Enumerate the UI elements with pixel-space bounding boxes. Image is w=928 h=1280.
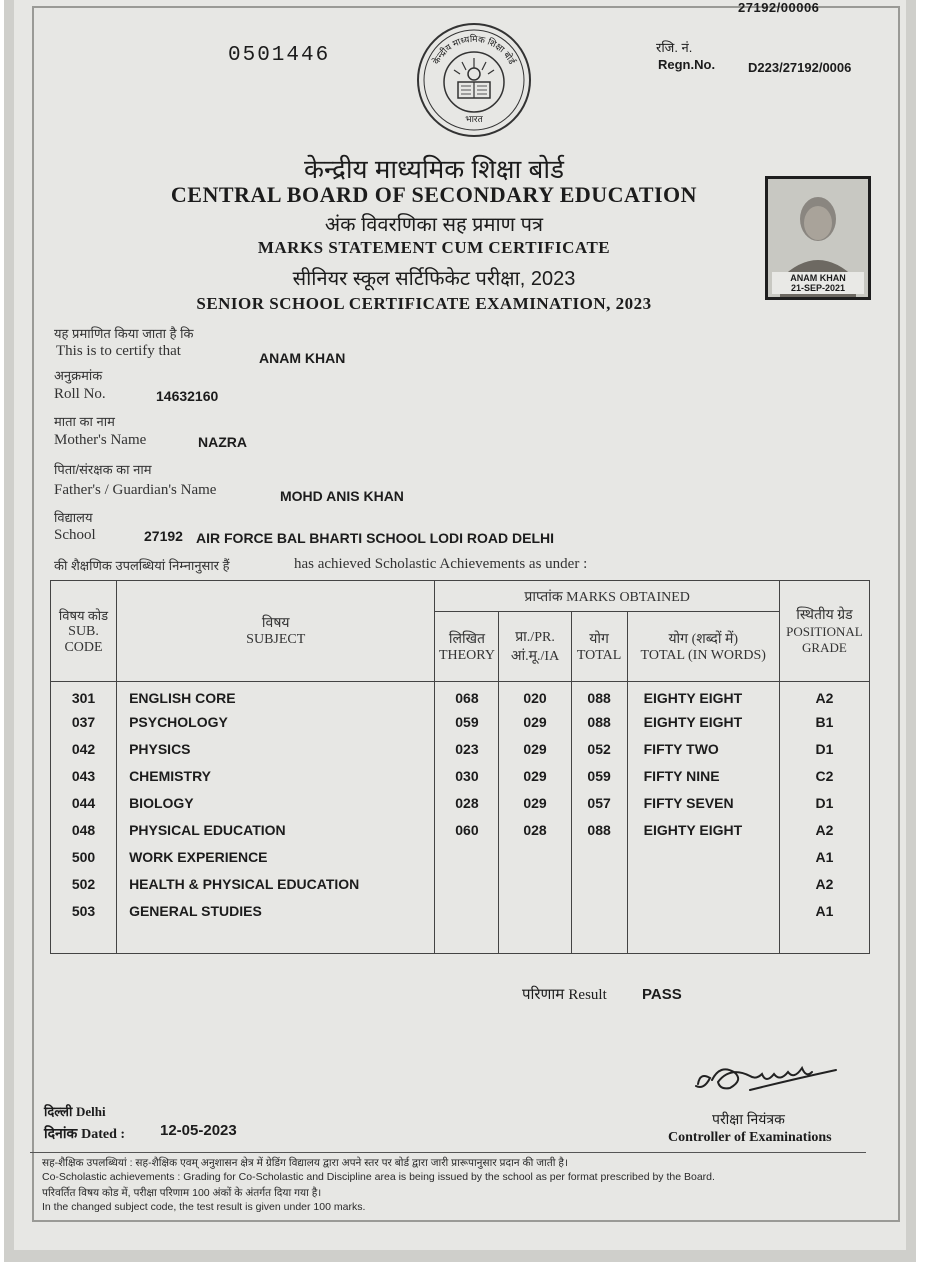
father-name: MOHD ANIS KHAN bbox=[280, 488, 404, 504]
cell-grade: A2 bbox=[779, 681, 869, 708]
table-row bbox=[51, 681, 870, 708]
top-reference-number: 27192/00006 bbox=[738, 0, 820, 15]
school-label: School bbox=[54, 527, 96, 543]
cell-grade: A2 bbox=[779, 870, 869, 897]
cell-words: EIGHTY EIGHT bbox=[627, 816, 779, 843]
cell-words: EIGHTY EIGHT bbox=[627, 681, 779, 708]
cell-words: FIFTY NINE bbox=[627, 762, 779, 789]
serial-number: 0501446 bbox=[228, 44, 331, 67]
table-row bbox=[51, 843, 870, 870]
cell-theory bbox=[435, 870, 499, 897]
cell-subject: PHYSICS bbox=[117, 735, 435, 762]
cell-subject: PSYCHOLOGY bbox=[117, 708, 435, 735]
cell-subject: HEALTH & PHYSICAL EDUCATION bbox=[117, 870, 435, 897]
school-label-hindi: विद्यालय bbox=[54, 510, 93, 525]
cell-total: 059 bbox=[571, 762, 627, 789]
cell-practical: 029 bbox=[499, 789, 571, 816]
mother-name: NAZRA bbox=[198, 434, 247, 450]
cell-code: 502 bbox=[51, 870, 117, 897]
school-name: AIR FORCE BAL BHARTI SCHOOL LODI ROAD DELHI bbox=[196, 530, 555, 546]
cell-words: EIGHTY EIGHT bbox=[627, 708, 779, 735]
board-name-hindi: केन्द्रीय माध्यमिक शिक्षा बोर्ड bbox=[304, 154, 564, 184]
cell-empty bbox=[51, 924, 117, 953]
table-row bbox=[51, 735, 870, 762]
cell-grade: D1 bbox=[779, 789, 869, 816]
header-theory: लिखित THEORY bbox=[435, 612, 499, 681]
note-co-scholastic: Co-Scholastic achievements : Grading for Co-Scholastic and Discipline area is being issued by the school as per format prescribed by the Board. bbox=[42, 1171, 715, 1183]
mother-label-hindi: माता का नाम bbox=[54, 414, 115, 429]
cell-theory: 030 bbox=[435, 762, 499, 789]
father-label: Father's / Guardian's Name bbox=[54, 482, 217, 498]
roll-label: Roll No. bbox=[54, 386, 106, 402]
cell-total bbox=[571, 870, 627, 897]
cell-code: 503 bbox=[51, 897, 117, 924]
cell-total: 052 bbox=[571, 735, 627, 762]
table-row bbox=[51, 708, 870, 735]
header-subject: विषय SUBJECT bbox=[117, 581, 435, 682]
controller-title: Controller of Examinations bbox=[668, 1130, 832, 1145]
emblem-top-text: केन्द्रीय माध्यमिक शिक्षा बोर्ड bbox=[430, 33, 518, 66]
cell-subject: CHEMISTRY bbox=[117, 762, 435, 789]
cell-empty bbox=[779, 924, 869, 953]
photo-caption-date: 21-SEP-2021 bbox=[790, 283, 846, 293]
cell-total: 088 bbox=[571, 681, 627, 708]
cell-code: 301 bbox=[51, 681, 117, 708]
cell-subject: WORK EXPERIENCE bbox=[117, 843, 435, 870]
mother-label: Mother's Name bbox=[54, 432, 147, 448]
cell-total: 088 bbox=[571, 816, 627, 843]
cell-total bbox=[571, 843, 627, 870]
cell-grade: A2 bbox=[779, 816, 869, 843]
header-practical: प्रा./PR. आं.मू./IA bbox=[499, 612, 571, 681]
cell-theory: 059 bbox=[435, 708, 499, 735]
roll-number: 14632160 bbox=[156, 388, 219, 404]
emblem-bottom-text: भारत bbox=[465, 114, 483, 124]
cell-theory bbox=[435, 897, 499, 924]
cell-empty bbox=[117, 924, 435, 953]
cell-grade: A1 bbox=[779, 897, 869, 924]
cell-words bbox=[627, 897, 779, 924]
dated-label: दिनांक Dated : bbox=[44, 1125, 126, 1142]
cell-empty bbox=[435, 924, 499, 953]
table-row bbox=[51, 789, 870, 816]
cell-theory: 028 bbox=[435, 789, 499, 816]
cell-grade: A1 bbox=[779, 843, 869, 870]
table-row bbox=[51, 897, 870, 924]
result-value: PASS bbox=[642, 986, 682, 1003]
controller-signature-icon bbox=[690, 1050, 840, 1100]
cell-practical: 029 bbox=[499, 735, 571, 762]
cell-words bbox=[627, 843, 779, 870]
cell-empty bbox=[571, 924, 627, 953]
table-filler-row bbox=[51, 924, 870, 953]
student-name: ANAM KHAN bbox=[259, 350, 346, 366]
note-changed-code-hindi: परिवर्तित विषय कोड में, परीक्षा परिणाम 100 अंकों के अंतर्गत दिया गया है। bbox=[42, 1187, 322, 1199]
cbse-emblem-icon bbox=[414, 20, 534, 140]
regn-label-hindi: रजि. नं. bbox=[656, 40, 693, 55]
cell-practical bbox=[499, 897, 571, 924]
cell-theory: 068 bbox=[435, 681, 499, 708]
photo-caption-name: ANAM KHAN bbox=[790, 273, 846, 283]
result-label: परिणाम Result bbox=[522, 986, 607, 1003]
cell-grade: D1 bbox=[779, 735, 869, 762]
roll-label-hindi: अनुक्रमांक bbox=[54, 368, 103, 383]
note-changed-code: In the changed subject code, the test result is given under 100 marks. bbox=[42, 1201, 366, 1213]
cell-subject: GENERAL STUDIES bbox=[117, 897, 435, 924]
photo-caption bbox=[772, 272, 864, 294]
cell-theory: 023 bbox=[435, 735, 499, 762]
certify-label-hindi: यह प्रमाणित किया जाता है कि bbox=[54, 326, 194, 341]
table-row bbox=[51, 762, 870, 789]
cell-code: 043 bbox=[51, 762, 117, 789]
cell-total: 088 bbox=[571, 708, 627, 735]
header-marks-obtained: प्राप्तांक MARKS OBTAINED bbox=[435, 581, 779, 612]
cell-grade: C2 bbox=[779, 762, 869, 789]
achievement-label-hindi: की शैक्षणिक उपलब्धियां निम्नानुसार हैं bbox=[54, 558, 230, 573]
regn-number: D223/27192/0006 bbox=[748, 60, 852, 75]
cell-code: 042 bbox=[51, 735, 117, 762]
cell-practical bbox=[499, 870, 571, 897]
note-co-scholastic-hindi: सह-शैक्षिक उपलब्धियां : सह-शैक्षिक एवम् अनुशासन क्षेत्र में ग्रेडिंग विद्यालय द्वारा अपने स्तर पर बोर्ड द्वारा जारी प्रारूपानुसार प्रदान की जाती है। bbox=[42, 1157, 568, 1169]
place-label: दिल्ली Delhi bbox=[44, 1104, 106, 1119]
cell-empty bbox=[499, 924, 571, 953]
regn-label: Regn.No. bbox=[658, 57, 716, 72]
cell-subject: BIOLOGY bbox=[117, 789, 435, 816]
school-code: 27192 bbox=[144, 528, 183, 544]
controller-title-hindi: परीक्षा नियंत्रक bbox=[712, 1111, 785, 1127]
table-row bbox=[51, 816, 870, 843]
cell-grade: B1 bbox=[779, 708, 869, 735]
cell-subject: PHYSICAL EDUCATION bbox=[117, 816, 435, 843]
cell-code: 048 bbox=[51, 816, 117, 843]
student-photo bbox=[765, 176, 871, 300]
header-sub-code: विषय कोड SUB. CODE bbox=[51, 581, 117, 682]
cell-code: 500 bbox=[51, 843, 117, 870]
document-title: MARKS STATEMENT CUM CERTIFICATE bbox=[257, 238, 611, 257]
issue-date: 12-05-2023 bbox=[160, 1122, 237, 1139]
cell-total bbox=[571, 897, 627, 924]
cell-code: 044 bbox=[51, 789, 117, 816]
cell-code: 037 bbox=[51, 708, 117, 735]
cell-subject: ENGLISH CORE bbox=[117, 681, 435, 708]
header-total-words: योग (शब्दों में) TOTAL (IN WORDS) bbox=[627, 612, 779, 681]
exam-title-hindi: सीनियर स्कूल सर्टिफिकेट परीक्षा, 2023 bbox=[292, 268, 576, 290]
cell-theory bbox=[435, 843, 499, 870]
cell-practical: 029 bbox=[499, 762, 571, 789]
cell-words: FIFTY SEVEN bbox=[627, 789, 779, 816]
header-positional-grade: स्थितीय ग्रेड POSITIONAL GRADE bbox=[779, 581, 869, 682]
exam-title: SENIOR SCHOOL CERTIFICATE EXAMINATION, 2023 bbox=[196, 294, 652, 313]
cell-practical: 029 bbox=[499, 708, 571, 735]
document-title-hindi: अंक विवरणिका सह प्रमाण पत्र bbox=[324, 214, 544, 236]
cell-practical: 020 bbox=[499, 681, 571, 708]
table-row bbox=[51, 870, 870, 897]
marks-table bbox=[50, 580, 870, 954]
cell-total: 057 bbox=[571, 789, 627, 816]
cell-empty bbox=[627, 924, 779, 953]
cell-practical: 028 bbox=[499, 816, 571, 843]
cell-words: FIFTY TWO bbox=[627, 735, 779, 762]
cell-practical bbox=[499, 843, 571, 870]
father-label-hindi: पिता/संरक्षक का नाम bbox=[54, 462, 152, 477]
board-name: CENTRAL BOARD OF SECONDARY EDUCATION bbox=[170, 182, 698, 207]
achievement-label: has achieved Scholastic Achievements as under : bbox=[294, 556, 588, 572]
header-total: योग TOTAL bbox=[571, 612, 627, 681]
certify-label: This is to certify that bbox=[56, 343, 181, 359]
cell-theory: 060 bbox=[435, 816, 499, 843]
cell-words bbox=[627, 870, 779, 897]
footer-divider bbox=[30, 1152, 866, 1153]
